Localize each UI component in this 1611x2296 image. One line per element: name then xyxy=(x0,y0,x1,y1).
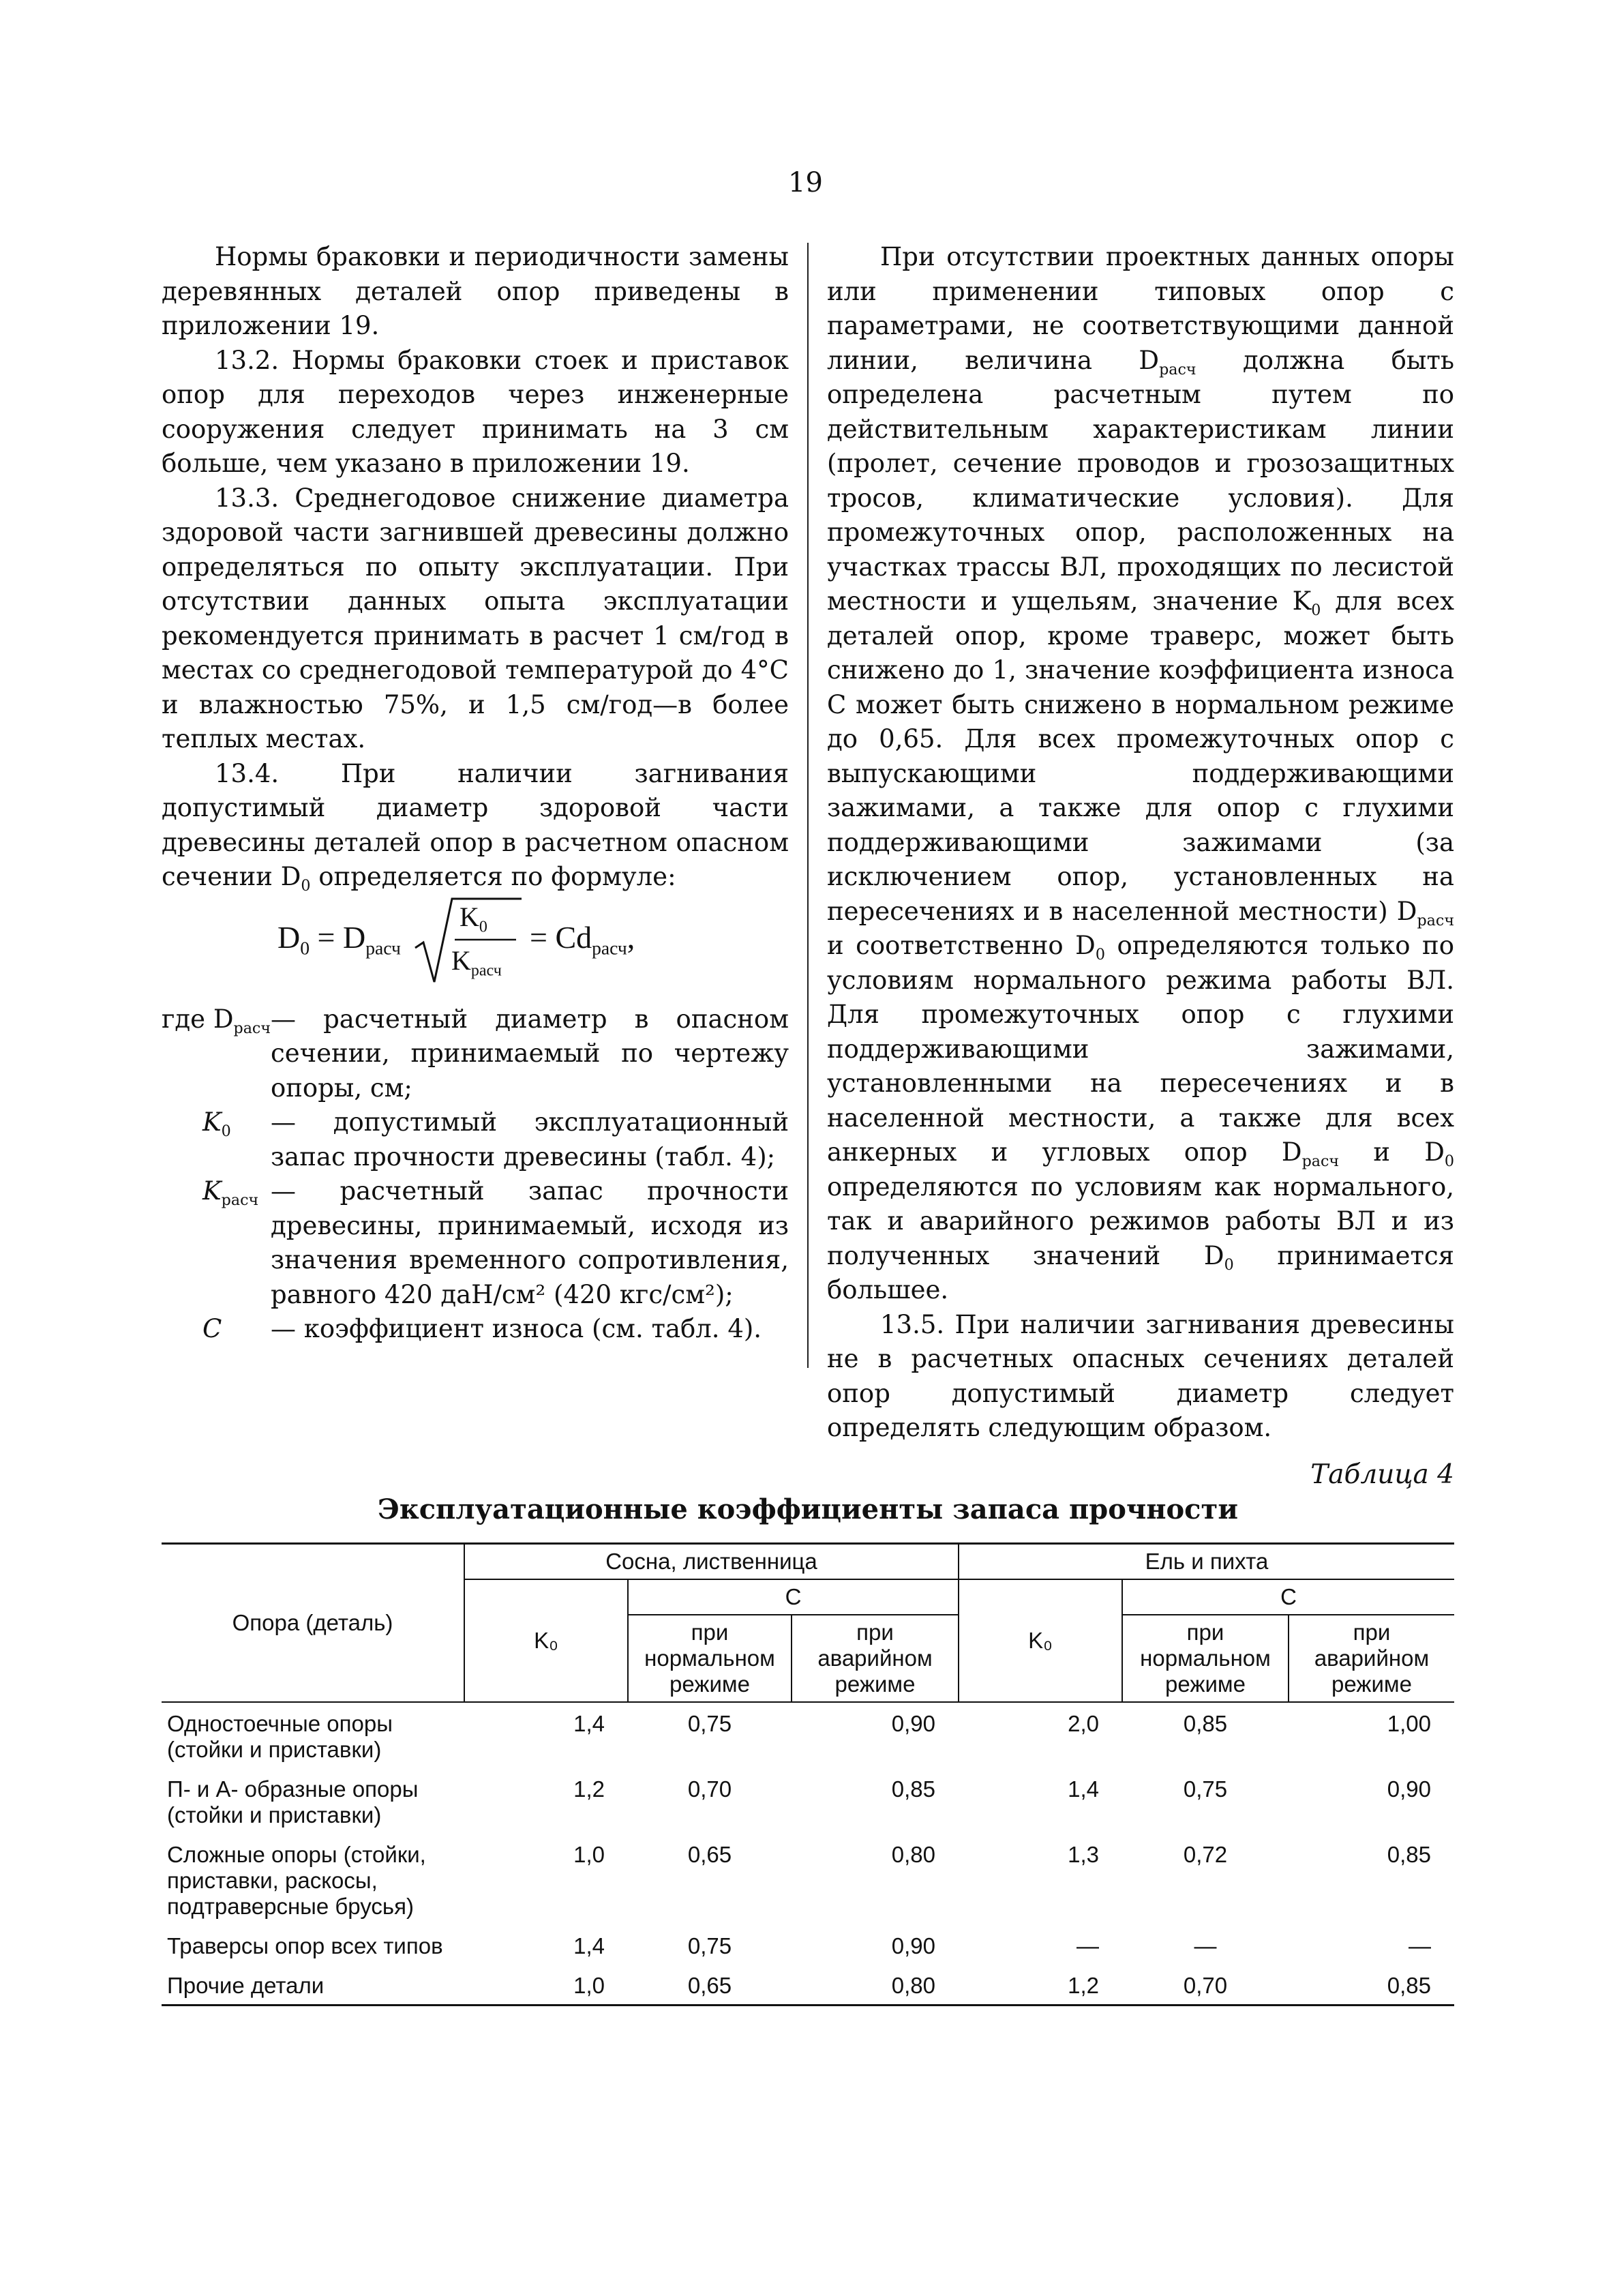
header-emergency-mode: при аварийном режиме xyxy=(792,1615,959,1702)
cell-value: 1,2 xyxy=(573,1776,605,1802)
column-divider xyxy=(807,243,809,1368)
coefficients-table xyxy=(162,1542,1454,2006)
formula-rhs xyxy=(530,919,635,959)
cell-value: 0,90 xyxy=(792,1702,959,1768)
header-group-pine: Сосна, лиственница xyxy=(464,1544,959,1580)
table-row xyxy=(162,1834,1454,1925)
cell-value: 1,4 xyxy=(464,1702,628,1768)
table-row xyxy=(162,1702,1454,1768)
definition-text: — расчетный запас прочности древесины, принимаемый, исходя из значения временного сопротивления, равного 420 даН/см² (420 кгс/см²); xyxy=(271,1176,789,1309)
text-run: и соответственно D xyxy=(827,931,1096,960)
fraction-denominator xyxy=(451,944,502,979)
table-number-label: Таблица 4 xyxy=(1310,1459,1454,1490)
formula-num: K xyxy=(460,901,479,932)
definition-item xyxy=(162,1105,789,1174)
header-normal-mode: при нормальном режиме xyxy=(628,1615,792,1702)
definition-symbol-sub: 0 xyxy=(221,1122,231,1140)
cell-value: 0,70 xyxy=(687,1776,732,1802)
cell-value: 1,2 xyxy=(959,1965,1122,2006)
header-support: Опора (деталь) xyxy=(162,1544,464,1703)
formula-eq1: = D xyxy=(310,919,366,955)
formula-tail: , xyxy=(627,919,635,955)
cell-value: 1,3 xyxy=(1068,1842,1099,1867)
paragraph-13-4-text-a: 13.4. При наличии загнивания допустимый диаметр здоровой части древесины деталей опор в расчетном опасном сечении D xyxy=(162,758,789,891)
formula-d: D xyxy=(277,919,301,955)
row-label: Траверсы опор всех типов xyxy=(167,1933,443,1958)
subscript: 0 xyxy=(1224,1255,1234,1274)
header-k0: K₀ xyxy=(464,1579,628,1702)
definition-symbol-text: C xyxy=(202,1314,222,1343)
cell-value: 0,85 xyxy=(1387,1842,1431,1867)
row-label: Одностоечные опоры (стойки и приставки) xyxy=(162,1702,464,1768)
cell-value: 0,80 xyxy=(792,1965,959,2006)
cell-value: 0,72 xyxy=(1183,1842,1228,1867)
cell-value: — xyxy=(1076,1933,1099,1958)
paragraph-13-4-text-b: определяется по формуле: xyxy=(310,862,676,891)
cell-value: 0,65 xyxy=(628,1965,792,2006)
definition-item xyxy=(162,1002,789,1106)
fraction-numerator xyxy=(460,900,487,935)
cell-value: 0,70 xyxy=(1122,1965,1289,2006)
formula-cd-sub: расч xyxy=(592,937,627,959)
paragraph-13-4-subscript: 0 xyxy=(301,876,311,895)
cell-value: 0,85 xyxy=(1122,1702,1289,1768)
formula-den-sub: расч xyxy=(470,961,502,979)
cell-value: 1,0 xyxy=(573,1842,605,1867)
definition-symbol-sub: расч xyxy=(221,1191,259,1209)
text-run: должна быть определена расчетным путем по действительным характеристикам линии (пролет, сечение проводов и грозозащитных тросов, климатические условия). Для промежуточных опор, расположенных на участках трассы ВЛ, проходящих по лесистой местности и ущельям, значение K xyxy=(827,345,1454,616)
right-column xyxy=(827,240,1454,1446)
formula-lhs xyxy=(277,919,401,959)
cell-value: 1,4 xyxy=(573,1933,605,1958)
cell-value: 0,80 xyxy=(891,1842,935,1867)
text-run: При отсутствии проектных данных опоры или применении типовых опор с параметрами, не соответствующими данной линии, величина D xyxy=(827,242,1454,375)
definition-symbol-text: K xyxy=(202,1176,222,1206)
cell-value: 0,90 xyxy=(891,1933,935,1958)
table-row xyxy=(162,1768,1454,1834)
table-caption: Эксплуатационные коэффициенты запаса прочности xyxy=(378,1493,1238,1525)
row-label: Прочие детали xyxy=(162,1965,464,2006)
header-normal-mode: при нормальном режиме xyxy=(1122,1615,1289,1702)
formula-d-sub: 0 xyxy=(300,937,310,959)
cell-value: 1,00 xyxy=(1289,1702,1454,1768)
formula-eq2: = Cd xyxy=(530,919,592,955)
definition-symbol-sub: расч xyxy=(233,1019,271,1037)
cell-value: 2,0 xyxy=(959,1702,1122,1768)
definition-symbol xyxy=(162,1174,271,1312)
definition-symbol-text: K xyxy=(202,1107,222,1137)
definition-symbol xyxy=(162,1002,271,1106)
cell-value: 0,85 xyxy=(1289,1965,1454,2006)
text-run: для всех деталей опор, кроме траверс, может быть снижено до 1, значение коэффициента износа C может быть снижено в нормальном режиме до 0,65. Для всех промежуточных опор с выпускающими поддерживающими зажимами, а также для опор с глухими поддерживающими зажимами (за исключением опор, установленных на пересечениях и в населенной местности) D xyxy=(827,586,1454,926)
cell-value: 0,75 xyxy=(628,1702,792,1768)
formula-dcalc-sub: расч xyxy=(365,937,401,959)
text-run: и D xyxy=(1339,1137,1445,1167)
page-number: 19 xyxy=(788,167,823,198)
cell-value: 1,0 xyxy=(464,1965,628,2006)
paragraph-13-4 xyxy=(162,757,789,895)
cell-value: 0,75 xyxy=(687,1933,732,1958)
cell-value: 0,75 xyxy=(1183,1776,1228,1802)
header-c: C xyxy=(1122,1579,1454,1615)
cell-value: 0,65 xyxy=(687,1842,732,1867)
definition-symbol xyxy=(162,1105,271,1174)
row-label: П- и А- образные опоры (стойки и приставки) xyxy=(167,1776,419,1828)
subscript: расч xyxy=(1417,911,1454,929)
definition-item xyxy=(162,1174,789,1312)
definition-item xyxy=(162,1312,789,1347)
subscript: 0 xyxy=(1095,945,1105,964)
header-k0: K₀ xyxy=(959,1579,1122,1702)
cell-value: 0,90 xyxy=(1387,1776,1431,1802)
text-run: определяются только по условиям нормального режима работы ВЛ. Для промежуточных опор с глухими поддерживающими зажимами, установленными на пересечениях и в населенной местности, а также для всех анкерных и угловых опор D xyxy=(827,931,1454,1167)
paragraph-no-design-data xyxy=(827,240,1454,1308)
header-group-spruce: Ель и пихта xyxy=(959,1544,1454,1580)
subscript: 0 xyxy=(1444,1152,1454,1170)
formula-num-sub: 0 xyxy=(479,917,487,936)
definition-symbol xyxy=(162,1312,271,1347)
intro-paragraph: Нормы браковки и периодичности замены деревянных деталей опор приведены в приложении 19. xyxy=(162,242,789,340)
definitions-list xyxy=(162,1002,789,1347)
paragraph-13-3: 13.3. Среднегодовое снижение диаметра здоровой части загнившей древесины должно определяться по опыту эксплуатации. При отсутствии данных опыта эксплуатации рекомендуется принимать в расчет 1 см/год в местах со среднегодовой температурой до 4°С и влажностью 75%, и 1,5 см/год—в более теплых местах. xyxy=(162,483,789,754)
paragraph-13-2: 13.2. Нормы браковки стоек и приставок опор для переходов через инженерные сооружения следует принимать на 3 см больше, чем указано в приложении 19. xyxy=(162,345,789,478)
table-row xyxy=(162,1965,1454,2006)
text-run: определяются по условиям как нормального, так и аварийного режимов работы ВЛ и из полученных значений D xyxy=(827,1172,1454,1270)
header-emergency-mode: при аварийном режиме xyxy=(1289,1615,1454,1702)
subscript: расч xyxy=(1301,1152,1340,1170)
subscript: расч xyxy=(1159,360,1196,378)
cell-value: — xyxy=(1409,1933,1431,1958)
cell-value: 1,4 xyxy=(1068,1776,1099,1802)
row-label: Сложные опоры (стойки, приставки, раскосы, подтраверсные брусья) xyxy=(167,1842,426,1919)
subscript: 0 xyxy=(1311,601,1321,619)
paragraph-13-5: 13.5. При наличии загнивания древесины не в расчетных опасных сечениях деталей опор допустимый диаметр следует определять следующим образом. xyxy=(827,1309,1454,1442)
cell-value: 0,85 xyxy=(891,1776,935,1802)
definition-symbol-text: где D xyxy=(162,1004,234,1034)
left-column xyxy=(162,240,789,1347)
definition-text: — допустимый эксплуатационный запас прочности древесины (табл. 4); xyxy=(271,1107,789,1172)
definition-text: — расчетный диаметр в опасном сечении, принимаемый по чертежу опоры, см; xyxy=(271,1004,789,1103)
table-row xyxy=(162,1925,1454,1965)
formula xyxy=(162,895,789,997)
header-c: C xyxy=(628,1579,959,1615)
text-run: принимается большее. xyxy=(827,1240,1455,1304)
cell-value: — xyxy=(1194,1933,1217,1958)
formula-den: K xyxy=(451,944,471,976)
definition-text: — коэффициент износа (см. табл. 4). xyxy=(271,1314,762,1343)
